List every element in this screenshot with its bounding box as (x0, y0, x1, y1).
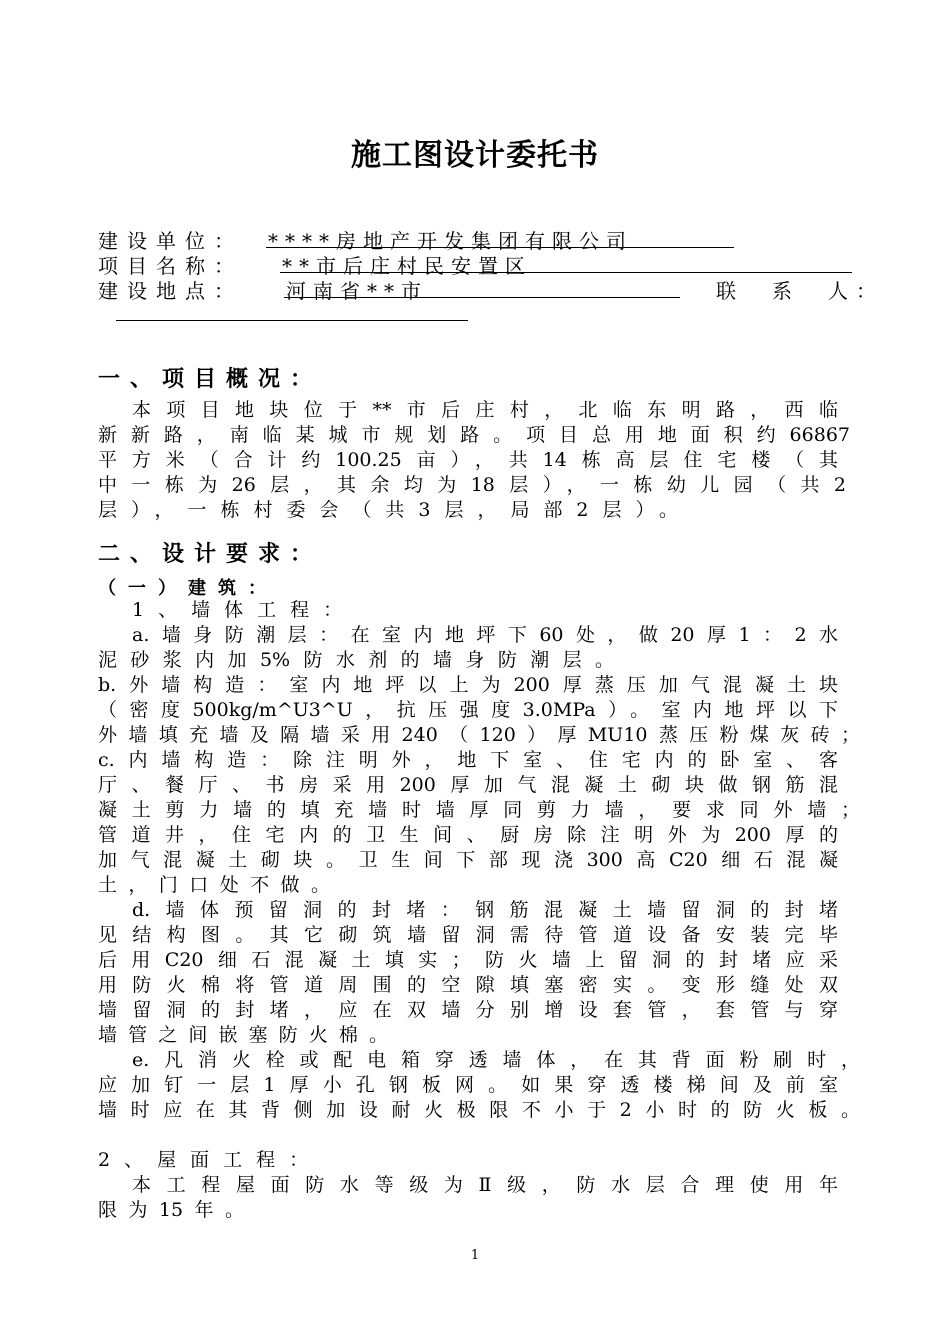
wall-line: 见结构图。其它砌筑墙留洞需待管道设备安装完毕 (98, 924, 838, 946)
page-number: 1 (470, 1248, 480, 1263)
roof-line: 本工程屋面防水等级为Ⅱ级，防水层合理使用年 (132, 1174, 838, 1196)
wall-line: 墙时应在其背侧加设耐火极限不小于2小时的防火板。 (98, 1099, 860, 1121)
wall-line: 墙留洞的封堵，应在双墙分别增设套管，套管与穿 (98, 999, 838, 1021)
roof-line: 限为15年。 (98, 1199, 244, 1221)
site-label: 建设地点： (98, 279, 243, 303)
construction-unit-value: ****房地产开发集团有限公司 (268, 229, 633, 253)
wall-line: 凝土剪力墙的填充墙时墙厚同剪力墙，要求同外墙； (98, 799, 860, 821)
site-underline (284, 297, 680, 298)
section-1-heading: 一、项目概况： (98, 367, 323, 392)
overview-line: 新新路，南临某城市规划路。项目总用地面积约66867 (98, 424, 850, 446)
wall-line: e.凡消火栓或配电箱穿透墙体，在其背面粉刷时， (132, 1049, 860, 1071)
wall-line: 后用C20细石混凝土填实；防火墙上留洞的封堵应采 (98, 949, 838, 971)
wall-line: a.墙身防潮层：在室内地坪下60处，做20厚1：2水 (132, 624, 838, 646)
document-title: 施工图设计委托书 (351, 138, 599, 173)
overview-line: 本项目地块位于**市后庄村，北临东明路，西临 (132, 399, 838, 421)
overview-line: 层），一栋村委会（共3层，局部2层）。 (98, 499, 678, 521)
wall-line: 加气混凝土砌块。卫生间下部现浇300高C20细石混凝 (98, 849, 838, 871)
construction-unit-label: 建设单位： (98, 229, 243, 253)
overview-line: 平方米（合计约100.25亩），共14栋高层住宅楼（其 (98, 449, 838, 471)
wall-line: b.外墙构造：室内地坪以上为200厚蒸压加气混凝土块 (98, 674, 838, 696)
wall-line: 厅、餐厅、书房采用200厚加气混凝土砌块做钢筋混 (98, 774, 838, 796)
site-value: 河南省**市 (286, 279, 428, 303)
wall-line: 墙管之间嵌塞防火棉。 (98, 1024, 388, 1046)
contact-underline (116, 320, 468, 321)
wall-line: c.内墙构造：除注明外，地下室、住宅内的卧室、客 (98, 749, 838, 771)
item-wall-works: 1、墙体工程： (132, 599, 357, 621)
wall-line: 外墙填充墙及隔墙采用240（120）厚MU10蒸压粉煤灰砖； (98, 724, 860, 746)
project-name-value: **市后庄村民安置区 (282, 254, 532, 278)
wall-line: 土，门口处不做。 (98, 874, 330, 896)
wall-line: 管道井，住宅内的卫生间、厨房除注明外为200厚的 (98, 824, 838, 846)
subsection-architecture: （一）建筑： (98, 578, 278, 599)
overview-line: 中一栋为26层，其余均为18层），一栋幼儿园（共2 (98, 474, 846, 496)
construction-unit-underline (266, 247, 734, 248)
project-name-underline (280, 272, 852, 273)
section-2-heading: 二、设计要求： (98, 542, 323, 567)
item-roof-works: 2、屋面工程： (98, 1149, 323, 1171)
contact-label: 联 系 人： (716, 279, 884, 303)
project-name-label: 项目名称： (98, 254, 243, 278)
wall-line: 应加钉一层1厚小孔钢板网。如果穿透楼梯间及前室 (98, 1074, 838, 1096)
wall-line: d.墙体预留洞的封堵：钢筋混凝土墙留洞的封堵 (132, 899, 838, 921)
wall-line: 泥砂浆内加5%防水剂的墙身防潮层。 (98, 649, 614, 671)
wall-line: （密度500kg/m^U3^U，抗压强度3.0MPa）。室内地坪以下 (98, 699, 838, 721)
wall-line: 用防火棉将管道周围的空隙填塞密实。变形缝处双 (98, 974, 838, 996)
